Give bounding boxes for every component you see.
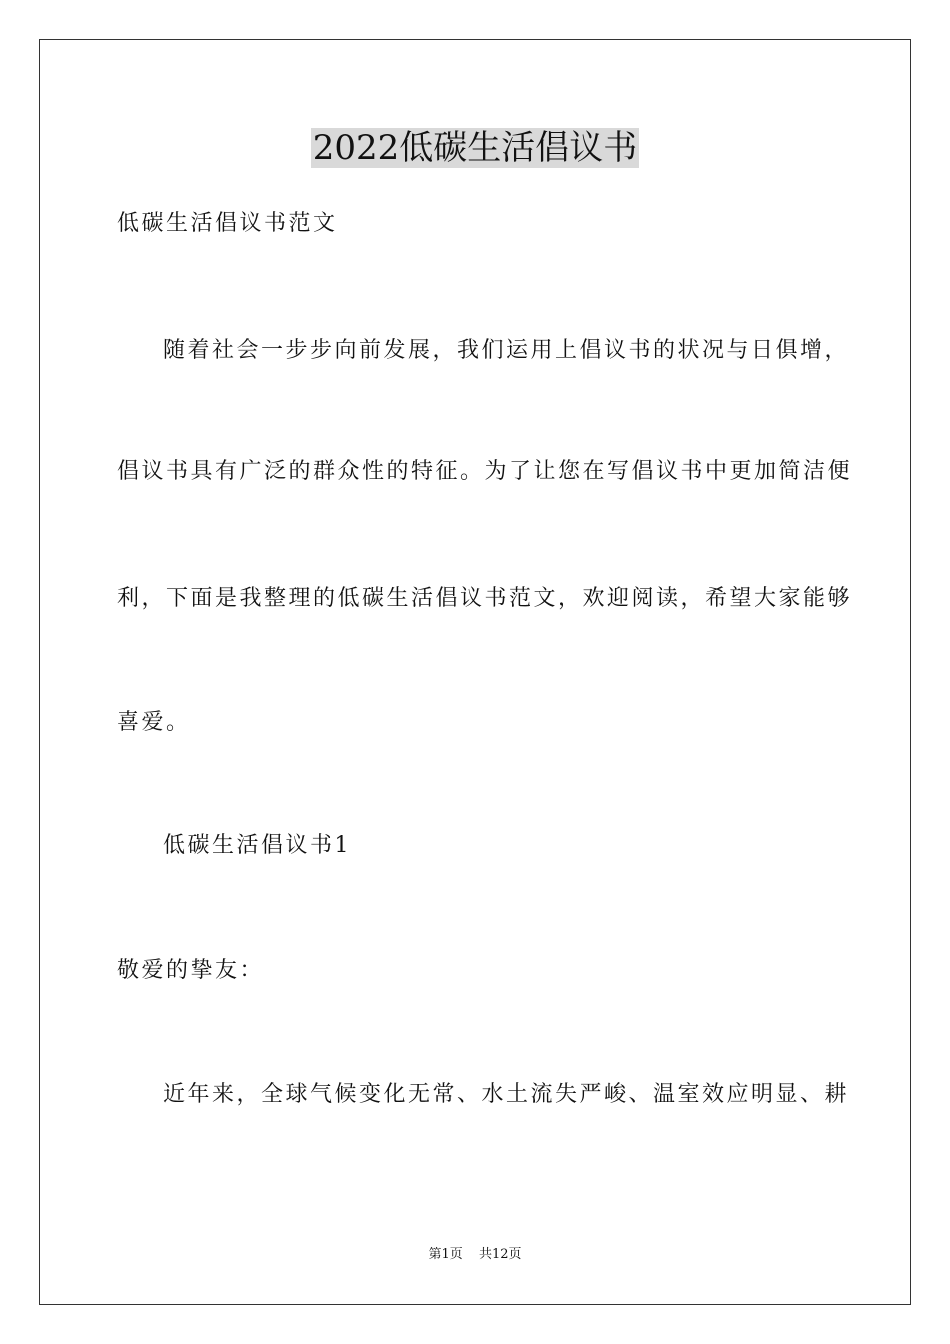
intro-line-1: 随着社会一步步向前发展，我们运用上倡议书的状况与日俱增， xyxy=(163,338,850,363)
intro-line-3: 利，下面是我整理的低碳生活倡议书范文，欢迎阅读，希望大家能够 xyxy=(117,586,853,611)
body-line-1: 近年来，全球气候变化无常、水土流失严峻、温室效应明显、耕 xyxy=(163,1082,850,1107)
document-subtitle: 低碳生活倡议书范文 xyxy=(117,211,338,236)
intro-line-4: 喜爱。 xyxy=(117,710,191,735)
page-total: 共12页 xyxy=(478,1247,522,1262)
page-current: 第1页 xyxy=(428,1247,463,1262)
intro-line-2: 倡议书具有广泛的群众性的特征。为了让您在写倡议书中更加简洁便 xyxy=(117,459,853,484)
salutation: 敬爱的挚友： xyxy=(117,958,265,983)
document-title xyxy=(0,124,950,172)
page-footer xyxy=(0,1246,950,1264)
section-heading: 低碳生活倡议书1 xyxy=(163,833,351,858)
document-title-text: 2022低碳生活倡议书 xyxy=(312,128,638,168)
